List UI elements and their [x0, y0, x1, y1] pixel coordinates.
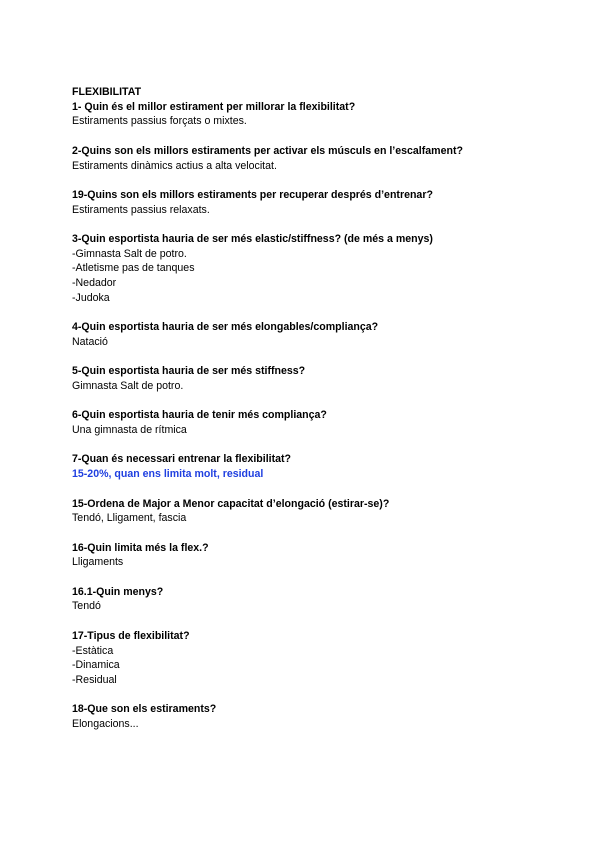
answer: Natació — [72, 335, 108, 348]
question: 18-Que son els estiraments? — [72, 703, 217, 716]
qa-item-6 — [72, 408, 572, 437]
qa-item-15 — [72, 497, 572, 526]
answer: Lligaments — [72, 556, 124, 569]
qa-item-3 — [72, 232, 572, 306]
question: 15-Ordena de Major a Menor capacitat d’elongació (estirar-se)? — [72, 497, 390, 510]
qa-item-16-1 — [72, 585, 572, 614]
answer: Gimnasta Salt de potro. — [72, 379, 184, 392]
question: 1- Quin és el millor estirament per millorar la flexibilitat? — [72, 100, 356, 113]
qa-item-2 — [72, 144, 572, 173]
answer: Elongacions... — [72, 718, 139, 731]
qa-item-18 — [72, 702, 572, 731]
list-item: -Residual — [72, 673, 117, 686]
document-title: FLEXIBILITAT — [72, 86, 142, 98]
list-item: -Judoka — [72, 291, 110, 304]
question: 5-Quin esportista hauria de ser més stiffness? — [72, 365, 306, 378]
question: 16.1-Quin menys? — [72, 585, 164, 598]
qa-item-4 — [72, 320, 572, 349]
question: 17-Tipus de flexibilitat? — [72, 629, 190, 642]
answer: Tendó — [72, 600, 101, 613]
list-item: -Gimnasta Salt de potro. — [72, 247, 187, 260]
question: 19-Quins son els millors estiraments per recuperar després d’entrenar? — [72, 188, 433, 201]
list-item: -Estàtica — [72, 644, 114, 657]
answer-list — [72, 247, 572, 306]
question: 16-Quin limita més la flex.? — [72, 541, 209, 554]
answer: Tendó, Lligament, fascia — [72, 512, 187, 525]
answer: Estiraments passius forçats o mixtes. — [72, 115, 247, 128]
question: 6-Quin esportista hauria de tenir més compliança? — [72, 409, 327, 422]
list-item: -Nedador — [72, 277, 117, 290]
qa-item-7 — [72, 452, 572, 481]
qa-item-19 — [72, 188, 572, 217]
question: 3-Quin esportista hauria de ser més elastic/stiffness? (de més a menys) — [72, 232, 433, 245]
answer: Estiraments dinàmics actius a alta velocitat. — [72, 159, 277, 172]
answer-list — [72, 644, 572, 688]
list-item: -Atletisme pas de tanques — [72, 262, 195, 275]
question: 2-Quins son els millors estiraments per activar els músculs en l’escalfament? — [72, 144, 463, 157]
list-item: -Dinamica — [72, 659, 120, 672]
answer: Estiraments passius relaxats. — [72, 203, 210, 216]
qa-item-5 — [72, 364, 572, 393]
highlighted-answer: 15-20%, quan ens limita molt, residual — [72, 468, 264, 481]
question: 4-Quin esportista hauria de ser més elongables/compliança? — [72, 321, 379, 334]
qa-item-17 — [72, 629, 572, 688]
qa-item-16 — [72, 541, 572, 570]
document-page — [72, 85, 572, 746]
question: 7-Quan és necessari entrenar la flexibilitat? — [72, 453, 292, 466]
answer: Una gimnasta de rítmica — [72, 424, 187, 437]
qa-item-1 — [72, 100, 572, 129]
